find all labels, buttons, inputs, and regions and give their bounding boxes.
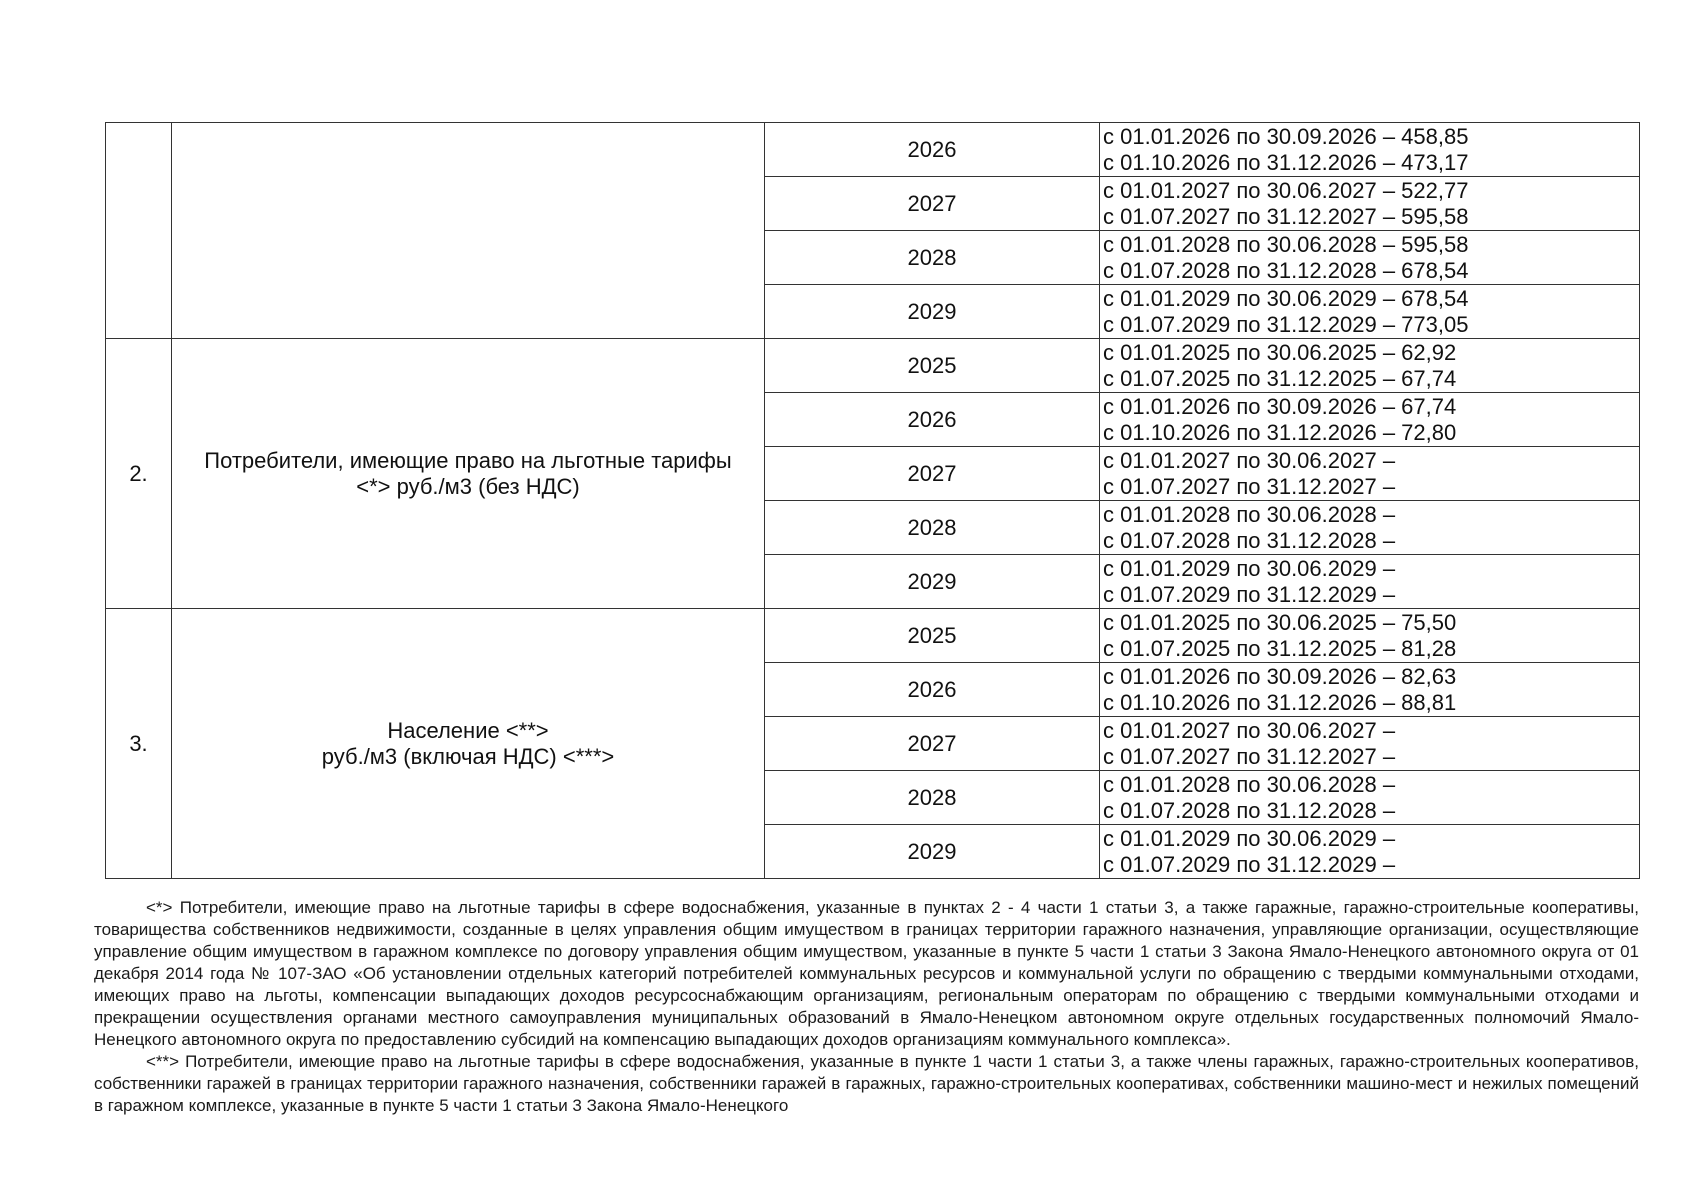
tariff-period-line: с 01.01.2028 по 30.06.2028 – [1103, 501, 1396, 527]
tariff-period-cell [1100, 447, 1640, 501]
tariff-period-cell [1100, 231, 1640, 285]
year-cell: 2029 [765, 555, 1100, 609]
table-row [106, 339, 1640, 393]
tariff-period-line: с 01.07.2027 по 31.12.2027 – 595,58 [1103, 203, 1469, 229]
category-label: Потребители, имеющие право на льготные тарифы [204, 447, 732, 473]
row-number [106, 123, 172, 339]
footnote-1: <*> Потребители, имеющие право на льготные тарифы в сфере водоснабжения, указанные в пунктах 2 - 4 части 1 статьи 3, а также гаражные, гаражно-строительные кооперативы, товарищества собственников недвижимости, созданные в целях управления общим имуществом в границах территории гаражного назначения, управляющие организации, осуществляющие управление общим имуществом в гаражном комплексе по договору управления общим имуществом, указанные в пункте 5 части 1 статьи 3 Закона Ямало-Ненецкого автономного округа от 01 декабря 2014 года № 107-ЗАО «Об установлении отдельных категорий потребителей коммунальных ресурсов и коммунальной услуги по обращению с твердыми коммунальными отходами, имеющих право на льготы, компенсации выпадающих доходов ресурсоснабжающим организациям, региональным операторам по обращению с твердыми коммунальными отходами и прекращении осуществления органами местного самоуправления муниципальных образований в Ямало-Ненецком автономном округе отдельных государственных полномочий Ямало-Ненецкого автономного округа по предоставлению субсидий на компенсацию выпадающих доходов организациям коммунального комплекса». [94, 898, 1639, 1049]
tariff-period-line: с 01.10.2026 по 31.12.2026 – 72,80 [1103, 419, 1457, 445]
tariff-period-line: с 01.07.2028 по 31.12.2028 – [1103, 797, 1396, 823]
tariff-period-line: с 01.07.2025 по 31.12.2025 – 67,74 [1103, 365, 1457, 391]
tariff-period-cell [1100, 717, 1640, 771]
tariff-period-line: с 01.07.2029 по 31.12.2029 – 773,05 [1103, 311, 1469, 337]
tariff-period-line: с 01.07.2027 по 31.12.2027 – [1103, 473, 1396, 499]
tariff-period-line: с 01.07.2028 по 31.12.2028 – [1103, 527, 1396, 553]
footnotes [94, 897, 1639, 1117]
category-unit: <*> руб./м3 (без НДС) [356, 473, 580, 499]
year-cell: 2025 [765, 339, 1100, 393]
tariff-period-cell [1100, 393, 1640, 447]
tariff-period-cell [1100, 609, 1640, 663]
category-label: Население <**> [387, 717, 549, 743]
tariff-period-cell [1100, 555, 1640, 609]
tariff-period-cell [1100, 123, 1640, 177]
tariff-period-line: с 01.01.2025 по 30.06.2025 – 75,50 [1103, 609, 1457, 635]
category-unit: руб./м3 (включая НДС) <***> [321, 743, 615, 769]
tariff-period-line: с 01.01.2026 по 30.09.2026 – 67,74 [1103, 393, 1457, 419]
tariff-period-line: с 01.07.2027 по 31.12.2027 – [1103, 743, 1396, 769]
tariff-period-line: с 01.01.2029 по 30.06.2029 – [1103, 555, 1396, 581]
footnote-2: <**> Потребители, имеющие право на льготные тарифы в сфере водоснабжения, указанные в пункте 1 части 1 статьи 3, а также члены гаражных, гаражно-строительных кооперативов, собственники гаражей в границах территории гаражного назначения, собственники гаражей в гаражных, гаражно-строительных кооперативах, собственники машино-мест и нежилых помещений в гаражном комплексе, указанные в пункте 5 части 1 статьи 3 Закона Ямало-Ненецкого [94, 1052, 1639, 1115]
year-cell: 2026 [765, 663, 1100, 717]
table-row [106, 609, 1640, 663]
tariff-period-cell [1100, 177, 1640, 231]
tariff-period-line: с 01.10.2026 по 31.12.2026 – 473,17 [1103, 149, 1469, 175]
year-cell: 2028 [765, 501, 1100, 555]
tariff-period-cell [1100, 285, 1640, 339]
tariff-period-line: с 01.01.2029 по 30.06.2029 – [1103, 825, 1396, 851]
tariff-period-cell [1100, 501, 1640, 555]
category-cell [172, 339, 765, 609]
year-cell: 2026 [765, 123, 1100, 177]
year-cell: 2026 [765, 393, 1100, 447]
year-cell: 2027 [765, 447, 1100, 501]
tariff-period-line: с 01.01.2025 по 30.06.2025 – 62,92 [1103, 339, 1457, 365]
tariff-period-line: с 01.01.2029 по 30.06.2029 – 678,54 [1103, 285, 1469, 311]
tariff-period-line: с 01.01.2027 по 30.06.2027 – [1103, 447, 1396, 473]
tariff-period-line: с 01.07.2025 по 31.12.2025 – 81,28 [1103, 635, 1457, 661]
year-cell: 2027 [765, 177, 1100, 231]
tariff-period-line: с 01.01.2027 по 30.06.2027 – [1103, 717, 1396, 743]
tariff-period-line: с 01.07.2029 по 31.12.2029 – [1103, 851, 1396, 877]
year-cell: 2028 [765, 771, 1100, 825]
tariff-period-line: с 01.07.2029 по 31.12.2029 – [1103, 581, 1396, 607]
tariff-period-cell [1100, 771, 1640, 825]
tariff-period-cell [1100, 339, 1640, 393]
year-cell: 2027 [765, 717, 1100, 771]
tariff-table [105, 122, 1640, 879]
row-number: 2. [106, 339, 172, 609]
tariff-period-line: с 01.07.2028 по 31.12.2028 – 678,54 [1103, 257, 1469, 283]
row-number: 3. [106, 609, 172, 879]
tariff-period-line: с 01.01.2026 по 30.09.2026 – 458,85 [1103, 123, 1469, 149]
year-cell: 2028 [765, 231, 1100, 285]
category-cell [172, 123, 765, 339]
tariff-period-cell [1100, 663, 1640, 717]
tariff-period-cell [1100, 825, 1640, 879]
year-cell: 2025 [765, 609, 1100, 663]
tariff-period-line: с 01.01.2028 по 30.06.2028 – 595,58 [1103, 231, 1469, 257]
year-cell: 2029 [765, 285, 1100, 339]
tariff-period-line: с 01.01.2027 по 30.06.2027 – 522,77 [1103, 177, 1469, 203]
tariff-period-line: с 01.01.2026 по 30.09.2026 – 82,63 [1103, 663, 1457, 689]
year-cell: 2029 [765, 825, 1100, 879]
tariff-period-line: с 01.10.2026 по 31.12.2026 – 88,81 [1103, 689, 1457, 715]
table-row [106, 123, 1640, 177]
category-cell [172, 609, 765, 879]
tariff-period-line: с 01.01.2028 по 30.06.2028 – [1103, 771, 1396, 797]
